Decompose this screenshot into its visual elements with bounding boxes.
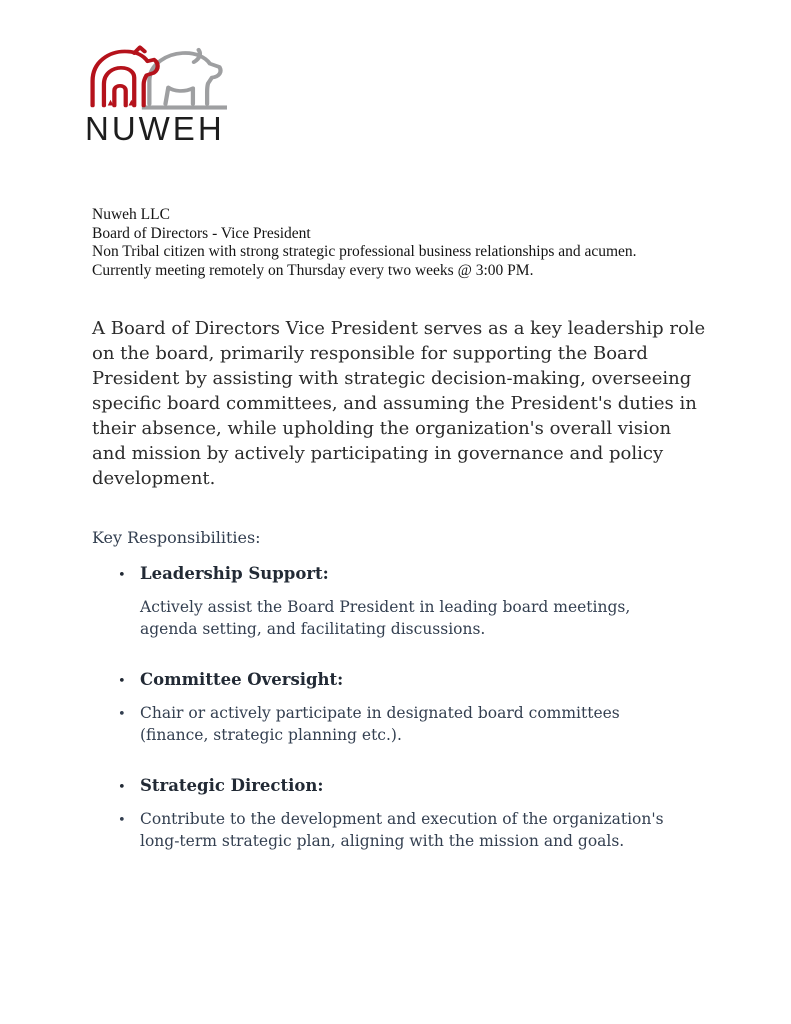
responsibilities-heading: Key Responsibilities:	[92, 528, 261, 547]
header-position-line: Board of Directors - Vice President	[92, 224, 311, 242]
item-description: Chair or actively participate in designated board committees (finance, strategic planning etc.).	[140, 704, 620, 744]
responsibility-item	[92, 669, 732, 746]
responsibilities-section	[92, 528, 732, 881]
bison-icon	[149, 50, 220, 104]
responsibility-item	[92, 563, 732, 640]
header-block	[92, 206, 712, 280]
item-title: Strategic Direction:	[140, 776, 324, 795]
bullet-icon: •	[118, 674, 126, 689]
item-description-row	[92, 808, 732, 852]
bullet-icon: •	[118, 707, 126, 722]
header-requirement-line: Non Tribal citizen with strong strategic professional business relationships and acumen.	[92, 243, 637, 260]
logo-wordmark: NUWEH	[85, 110, 225, 147]
bullet-icon: •	[118, 813, 126, 828]
responsibility-item	[92, 775, 732, 852]
item-title: Committee Oversight:	[140, 670, 344, 689]
item-description: Actively assist the Board President in leading board meetings, agenda setting, and facilitating discussions.	[140, 598, 631, 638]
item-title-row	[92, 563, 732, 587]
item-description-row	[92, 702, 732, 746]
logo-baseline	[142, 105, 227, 109]
item-title: Leadership Support:	[140, 564, 329, 583]
item-description-row	[92, 596, 732, 640]
company-logo	[85, 40, 235, 145]
item-title-row	[92, 669, 732, 693]
header-company-line: Nuweh LLC	[92, 206, 170, 223]
intro-paragraph: A Board of Directors Vice President serves as a key leadership role on the board, primarily responsible for supporting the Board President by assisting with strategic decision-making, overseeing specific board committees, and assuming the President's duties in their absence, while upholding the organization's overall vision and mission by actively participating in governance and policy development.	[92, 318, 706, 489]
bullet-icon: •	[118, 780, 126, 795]
item-title-row	[92, 775, 732, 799]
header-meeting-line: Currently meeting remotely on Thursday every two weeks @ 3:00 PM.	[92, 261, 534, 279]
logo-graphic	[85, 40, 227, 112]
bullet-icon: •	[118, 568, 126, 583]
item-description: Contribute to the development and execution of the organization's long-term strategic plan, aligning with the mission and goals.	[140, 810, 664, 850]
